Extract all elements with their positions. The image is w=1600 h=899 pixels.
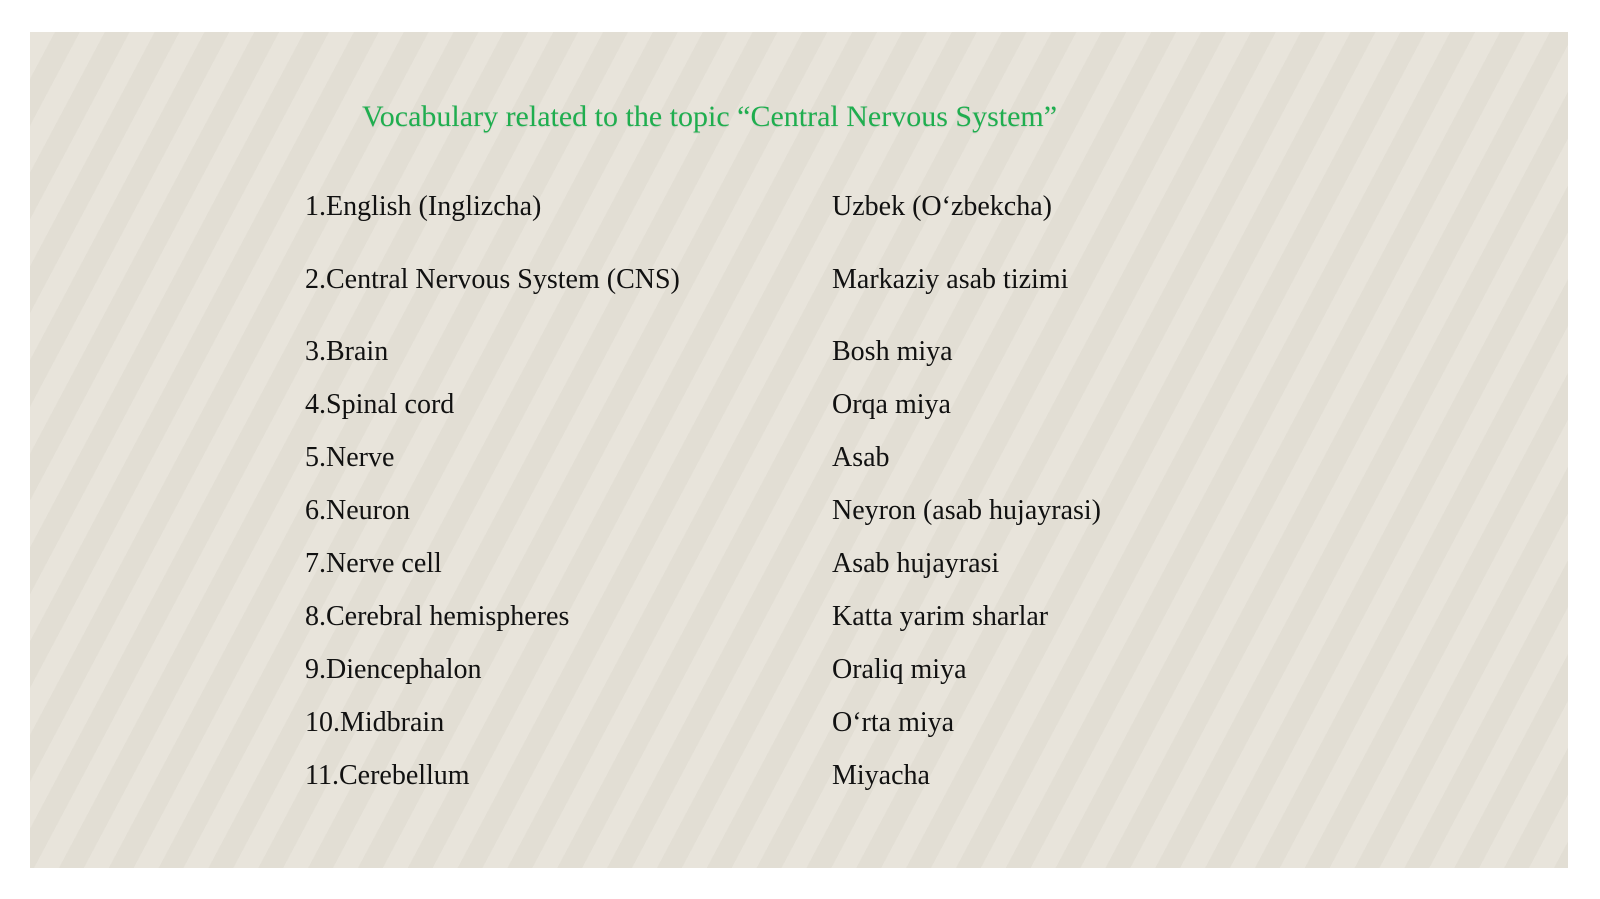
english-term: 4.Spinal cord [305,389,455,420]
english-term: 8.Cerebral hemispheres [305,601,570,632]
uzbek-term: Miyacha [832,760,930,791]
english-term: 2.Central Nervous System (CNS) [305,264,680,295]
uzbek-term: Neyron (asab hujayrasi) [832,495,1102,526]
uzbek-term: Uzbek (O‘zbekcha) [832,191,1052,222]
slide [30,32,1568,868]
vocab-row [30,650,1568,690]
uzbek-term: Asab hujayrasi [832,548,1000,579]
english-term: 6.Neuron [305,495,410,526]
english-term: 7.Nerve cell [305,548,442,579]
vocab-row [30,491,1568,531]
uzbek-term: Oraliq miya [832,654,967,685]
uzbek-term: Orqa miya [832,389,951,420]
vocab-row [30,260,1568,300]
english-term: 9.Diencephalon [305,654,482,685]
vocab-row [30,385,1568,425]
english-term: 1.English (Inglizcha) [305,191,542,222]
vocab-row-header [30,187,1568,227]
english-term: 10.Midbrain [305,707,445,738]
uzbek-term: O‘rta miya [832,707,955,738]
uzbek-term: Katta yarim sharlar [832,601,1049,632]
english-term: 3.Brain [305,336,389,367]
uzbek-term: Markaziy asab tizimi [832,264,1069,295]
english-term: 11.Cerebellum [305,760,470,791]
vocab-row [30,332,1568,372]
uzbek-term: Bosh miya [832,336,953,367]
vocab-row [30,438,1568,478]
vocab-row [30,597,1568,637]
vocab-row [30,544,1568,584]
english-term: 5.Nerve [305,442,395,473]
slide-title: Vocabulary related to the topic “Central Nervous System” [362,100,1058,133]
vocab-row [30,756,1568,796]
vocab-row [30,703,1568,743]
uzbek-term: Asab [832,442,890,473]
